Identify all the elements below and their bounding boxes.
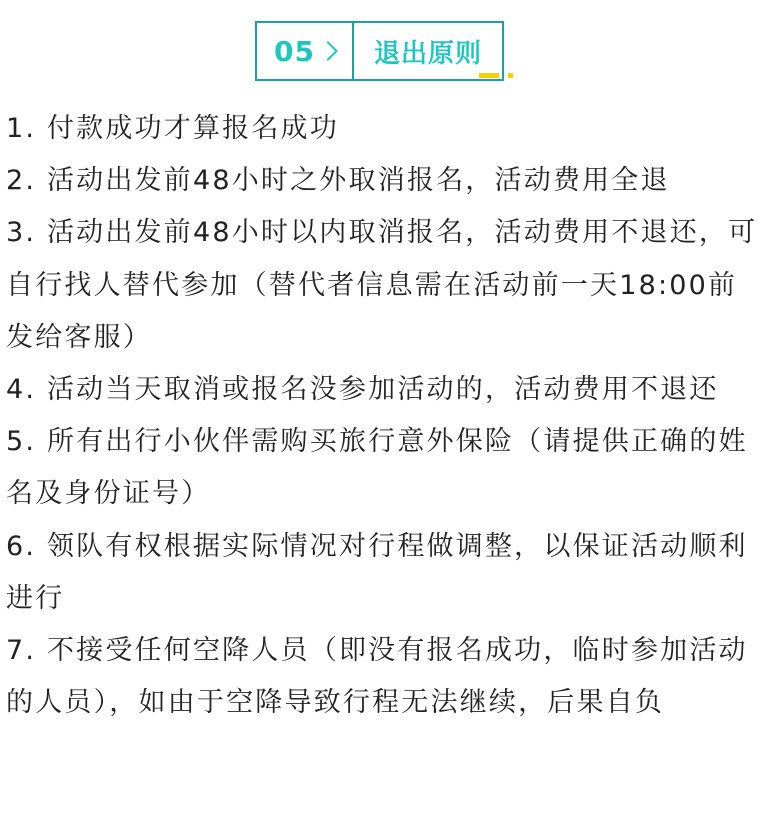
rule-item-1: 1. 付款成功才算报名成功 (6, 113, 339, 144)
rule-item-7: 7. 不接受任何空降人员（即没有报名成功，临时参加活动的人员），如由于空降导致行程无法继续，后果自负 (6, 635, 748, 719)
rule-item-6: 6. 领队有权根据实际情况对行程做调整，以保证活动顺利进行 (6, 530, 748, 614)
rule-item-5: 5. 所有出行小伙伴需购买旅行意外保险（请提供正确的姓名及身份证号） (6, 426, 748, 510)
section-number: 05 (274, 34, 315, 68)
rule-item-4: 4. 活动当天取消或报名没参加活动的，活动费用不退还 (6, 374, 719, 406)
section-title: 退出原则 (373, 38, 482, 69)
accent-dot (508, 73, 513, 78)
rule-item-2: 2. 活动出发前48小时之外取消报名，活动费用全退 (6, 165, 670, 197)
chevron-right-icon (318, 41, 338, 61)
rule-item-3: 3. 活动出发前48小时以内取消报名，活动费用不退还，可自行找人替代参加（替代者信息需在活动前一天18:00前发给客服） (6, 217, 758, 353)
section-header (255, 21, 504, 81)
section-number-box (257, 23, 354, 79)
rules-list (6, 103, 758, 729)
accent-underline (479, 73, 499, 78)
